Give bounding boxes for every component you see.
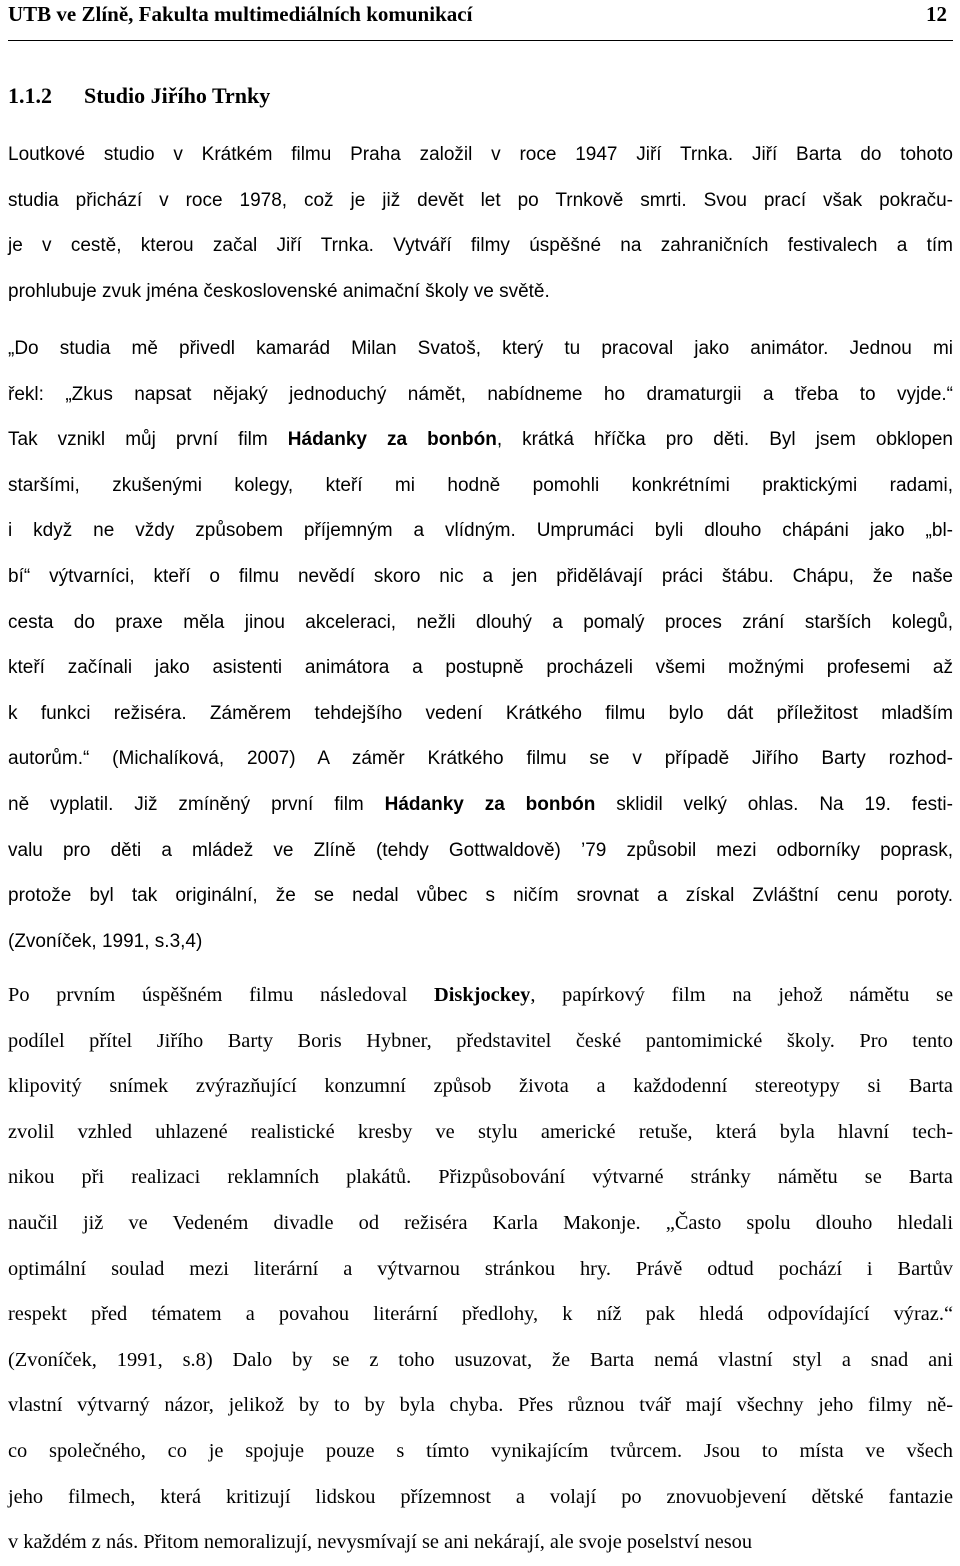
text-line: jeho filmech, která kritizují lidskou přízemnost a volají po znovuobjevení dětské fantazie: [8, 1485, 953, 1508]
text-line: cesta do praxe měla jinou akceleraci, nežli dlouhý a pomalý proces zrání starších kolegů,: [8, 611, 953, 633]
text-line: valu pro děti a mládež ve Zlíně (tehdy Gottwaldově) ’79 způsobil mezi odborníky poprask,: [8, 839, 953, 861]
film-title: Diskjockey: [434, 984, 531, 1006]
text-line: řekl: „Zkus napsat nějaký jednoduchý námět, nabídneme ho dramaturgii a třeba to vyjde.“: [8, 383, 953, 405]
text-line: zvolil vzhled uhlazené realistické kresby ve stylu americké retuše, která byla hlavní tech-: [8, 1120, 953, 1143]
text-line: Loutkové studio v Krátkém filmu Praha založil v roce 1947 Jiří Trnka. Jiří Barta do tohoto: [8, 144, 953, 165]
text-run: sklidil velký ohlas. Na 19. festi-: [595, 793, 953, 815]
section-title: Studio Jiřího Trnky: [84, 83, 271, 108]
text-line: k funkci režiséra. Záměrem tehdejšího vedení Krátkého filmu bylo dát příležitost mladším: [8, 702, 953, 724]
text-line: [8, 782, 953, 828]
text-line: protože byl tak originální, že se nedal vůbec s ničím srovnat a získal Zvláštní cenu poroty.: [8, 885, 953, 907]
text-line: co společného, co je spojuje pouze s tímto vynikajícím tvůrcem. Jsou to místa ve všech: [8, 1439, 953, 1462]
text-line: bí“ výtvarníci, kteří o filmu nevědí skoro nic a jen přidělávají práci štábu. Chápu, že naše: [8, 565, 953, 587]
paragraph-2: [8, 326, 953, 964]
text-line: [8, 973, 953, 1019]
text-line: [8, 417, 953, 463]
text-line: i když ne vždy způsobem příjemným a vlídným. Umprumáci byli dlouho chápáni jako „bl-: [8, 520, 953, 542]
text-line: vlastní výtvarný názor, jelikož by to by byla chyba. Přes různou tvář mají všechny jeho filmy ně-: [8, 1394, 953, 1417]
text-line: v každém z nás. Přitom nemoralizují, nevysmívají se ani nekárají, ale svoje poselství nesou: [8, 1531, 753, 1554]
text-line: (Zvoníček, 1991, s.8) Dalo by se z toho usuzovat, že Barta nemá vlastní styl a snad ani: [8, 1348, 953, 1371]
text-line: naučil již ve Vedeném divadle od režiséra Karla Makonje. „Často spolu dlouho hledali: [8, 1211, 953, 1234]
section-number: 1.1.2: [8, 83, 52, 108]
text-run: Po prvním úspěšném filmu následoval: [8, 984, 435, 1006]
text-line: respekt před tématem a povahou literární předlohy, k níž pak hledá odpovídající výraz.“: [8, 1303, 953, 1326]
text-run: ně vyplatil. Již zmíněný první film: [8, 793, 385, 815]
document-page: [8, 0, 954, 1554]
paragraph-1: [8, 132, 953, 314]
text-line: klipovitý snímek zvýrazňující konzumní způsob života a každodenní stereotypy si Barta: [8, 1075, 953, 1098]
text-run: , krátká hříčka pro děti. Byl jsem obklopen: [496, 429, 953, 451]
text-line: „Do studia mě přivedl kamarád Milan Svatoš, který tu pracoval jako animátor. Jednou mi: [8, 338, 953, 359]
paragraph-3: [8, 973, 953, 1566]
header-title: UTB ve Zlíně, Fakulta multimediálních komunikací: [8, 2, 473, 26]
text-line: prohlubuje zvuk jména československé animační školy ve světě.: [8, 280, 550, 302]
page-header: [8, 0, 953, 41]
text-line: kteří začínali jako asistenti animátora a postupně procházeli všemi možnými profesemi až: [8, 657, 953, 679]
text-line: nikou při realizaci reklamních plakátů. Přizpůsobování výtvarné stránky námětu se Barta: [8, 1166, 953, 1189]
film-title: Hádanky za bonbón: [384, 793, 596, 815]
text-line: podílel přítel Jiřího Barty Boris Hybner, představitel české pantomimické školy. Pro tento: [8, 1029, 953, 1052]
text-run: Tak vznikl můj první film: [8, 429, 288, 451]
text-run: , papírkový film na jehož námětu se: [530, 984, 954, 1006]
text-line: optimální soulad mezi literární a výtvarnou stránkou hry. Právě odtud pochází i Bartův: [8, 1257, 953, 1280]
text-line: je v cestě, kterou začal Jiří Trnka. Vytváří filmy úspěšné na zahraničních festivalech a tím: [8, 235, 953, 257]
film-title: Hádanky za bonbón: [287, 429, 497, 451]
page-number: 12: [926, 2, 947, 26]
section-heading: [8, 82, 270, 110]
text-line: (Zvoníček, 1991, s.3,4): [8, 930, 203, 952]
text-line: autorům.“ (Michalíková, 2007) A záměr Krátkého filmu se v případě Jiřího Barty rozhod-: [8, 748, 953, 770]
text-line: staršími, zkušenými kolegy, kteří mi hodně pomohli konkrétními praktickými radami,: [8, 474, 953, 496]
text-line: studia přichází v roce 1978, což je již devět let po Trnkově smrti. Svou prací však pokraču-: [8, 189, 953, 211]
